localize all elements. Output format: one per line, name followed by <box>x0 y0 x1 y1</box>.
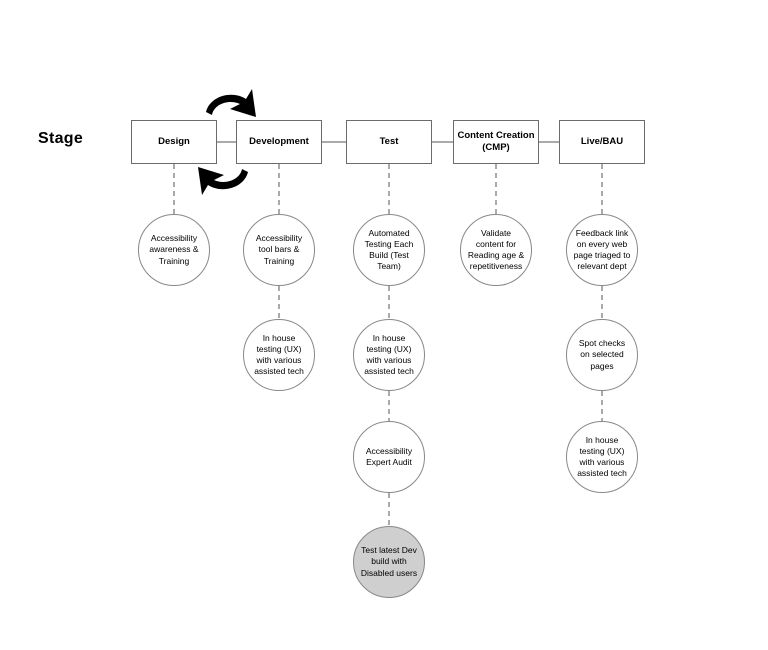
stage-box-test[interactable]: Test <box>346 120 432 164</box>
node-development-tool-bars-training[interactable]: Accessibility tool bars & Training <box>243 214 315 286</box>
node-design-awareness-training[interactable]: Accessibility awareness & Training <box>138 214 210 286</box>
stage-box-development[interactable]: Development <box>236 120 322 164</box>
node-content-validate-content[interactable]: Validate content for Reading age & repetitiveness <box>460 214 532 286</box>
node-live-feedback-link[interactable]: Feedback link on every web page triaged to relevant dept <box>566 214 638 286</box>
stage-box-content-creation[interactable]: Content Creation (CMP) <box>453 120 539 164</box>
row-label-stage: Stage <box>38 130 84 147</box>
stage-box-design[interactable]: Design <box>131 120 217 164</box>
node-test-expert-audit[interactable]: Accessibility Expert Audit <box>353 421 425 493</box>
node-development-in-house-testing[interactable]: In house testing (UX) with various assisted tech <box>243 319 315 391</box>
node-live-spot-checks[interactable]: Spot checks on selected pages <box>566 319 638 391</box>
node-live-in-house-testing[interactable]: In house testing (UX) with various assisted tech <box>566 421 638 493</box>
node-test-in-house-testing[interactable]: In house testing (UX) with various assisted tech <box>353 319 425 391</box>
stage-box-live-bau[interactable]: Live/BAU <box>559 120 645 164</box>
node-test-automated-testing[interactable]: Automated Testing Each Build (Test Team) <box>353 214 425 286</box>
node-test-disabled-users[interactable]: Test latest Dev build with Disabled users <box>353 526 425 598</box>
